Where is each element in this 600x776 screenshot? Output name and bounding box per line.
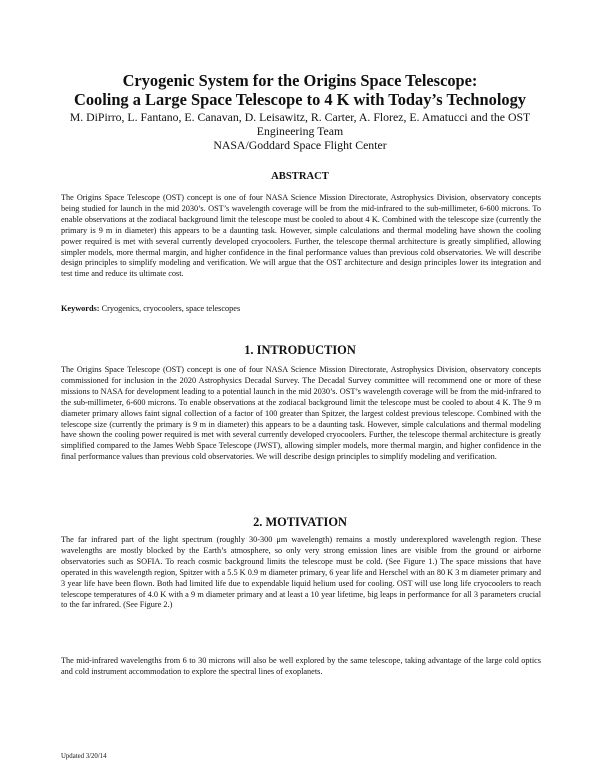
introduction-text: The Origins Space Telescope (OST) concept is one of four NASA Science Mission Directorate, Astrophysics Division, observatory concepts commissioned for inclusion in the 2020 Astrophysics Decadal Survey. The Decadal Survey committee will recommend one or more of these missions to NASA for development leading to a potential launch in the mid 2030’s. OST’s wavelength coverage will be from the mid-infrared to the sub-millimeter, 6-600 microns. To enable observations at the zodiacal background limit the telescope must be cooled to about 4 K. The 9 m diameter primary allows faint signal collection of a factor of 100 greater than Spitzer, the largest coldest previous telescope. Combined with the telescope size (currently the primary is 9 m in diameter) this appears to be a daunting task. However, simple calculations and thermal modeling have shown the cooling power required is met with several currently developed cryocoolers. Further, the telescope thermal architecture is greatly simplified compared to the James Webb Space Telescope (JWST), allowing simpler models, more thermal margin, and higher confidence in the final performance values than previous cold observatories. We will describe design principles to simplify modeling and verification. (61, 365, 541, 462)
keywords-line (61, 304, 240, 313)
title-line-2: Cooling a Large Space Telescope to 4 K with Today’s Technology (73, 90, 526, 109)
author-list: M. DiPirro, L. Fantano, E. Canavan, D. Leisawitz, R. Carter, A. Florez, E. Amatucci and the OST (69, 110, 531, 124)
keywords-label: Keywords: (61, 304, 100, 313)
title-line-1: Cryogenic System for the Origins Space Telescope: (122, 71, 478, 90)
motivation-paragraph-1: The far infrared part of the light spectrum (roughly 30-300 μm wavelength) remains a mostly underexplored wavelength region. These wavelengths are mostly blocked by the Earth’s atmosphere, so only very strong emission lines are visible from the ground or airborne observatories such as SOFIA. To reach cosmic background limits the telescope must be cold. (See Figure 1.) The space missions that have operated in this wavelength region, Spitzer with a 5.5 K 0.9 m diameter primary, 6 year life and Herschel with an 80 K 3 m diameter primary and 3 year life have been flown. Both had limited life due to expendable liquid helium used for cooling. OST will use long life cryocoolers to reach telescope temperatures of 4.0 K with a 9 m diameter primary and at least a 10 year lifetime, big leaps in performance for all 3 parameters crucial to the far infrared. (See Figure 2.) (61, 535, 541, 610)
keywords-value: Cryogenics, cryocoolers, space telescopes (101, 304, 241, 313)
motivation-paragraph-2: The mid-infrared wavelengths from 6 to 30 microns will also be well explored by the same telescope, taking advantage of the large cold optics and cold instrument accommodation to explore the spectral lines of exoplanets. (61, 656, 541, 676)
affiliation: NASA/Goddard Space Flight Center (213, 138, 387, 152)
author-list-continued: Engineering Team (256, 124, 344, 138)
abstract-text: The Origins Space Telescope (OST) concept is one of four NASA Science Mission Directorate, Astrophysics Division, observatory concepts being studied for launch in the mid 2030’s. OST’s wavelength coverage will be from the mid-infrared to the sub-millimeter, 6-600 microns. To enable observations at the zodiacal background limit the telescope must be cooled to about 4 K. Combined with the telescope size (currently the primary is 9 m in diameter) this appears to be a daunting task. However, simple calculations and thermal modeling have shown the cooling power required is met with several currently developed cryocoolers. Further, the telescope thermal architecture is greatly simplified, allowing simpler models, more thermal margin, and higher confidence in the final performance values than previous cold observatories. We will describe design principles to simplify modeling and verification. We will argue that the OST architecture and design principles lower its integration and test time and reduce its ultimate cost. (61, 193, 541, 279)
author-block (60, 110, 540, 152)
section-heading-introduction: 1. INTRODUCTION (244, 343, 356, 357)
abstract-heading: ABSTRACT (271, 171, 329, 182)
section-heading-motivation: 2. MOTIVATION (253, 515, 347, 529)
updated-date: Updated 3/20/14 (61, 753, 107, 760)
paper-title (60, 71, 540, 109)
